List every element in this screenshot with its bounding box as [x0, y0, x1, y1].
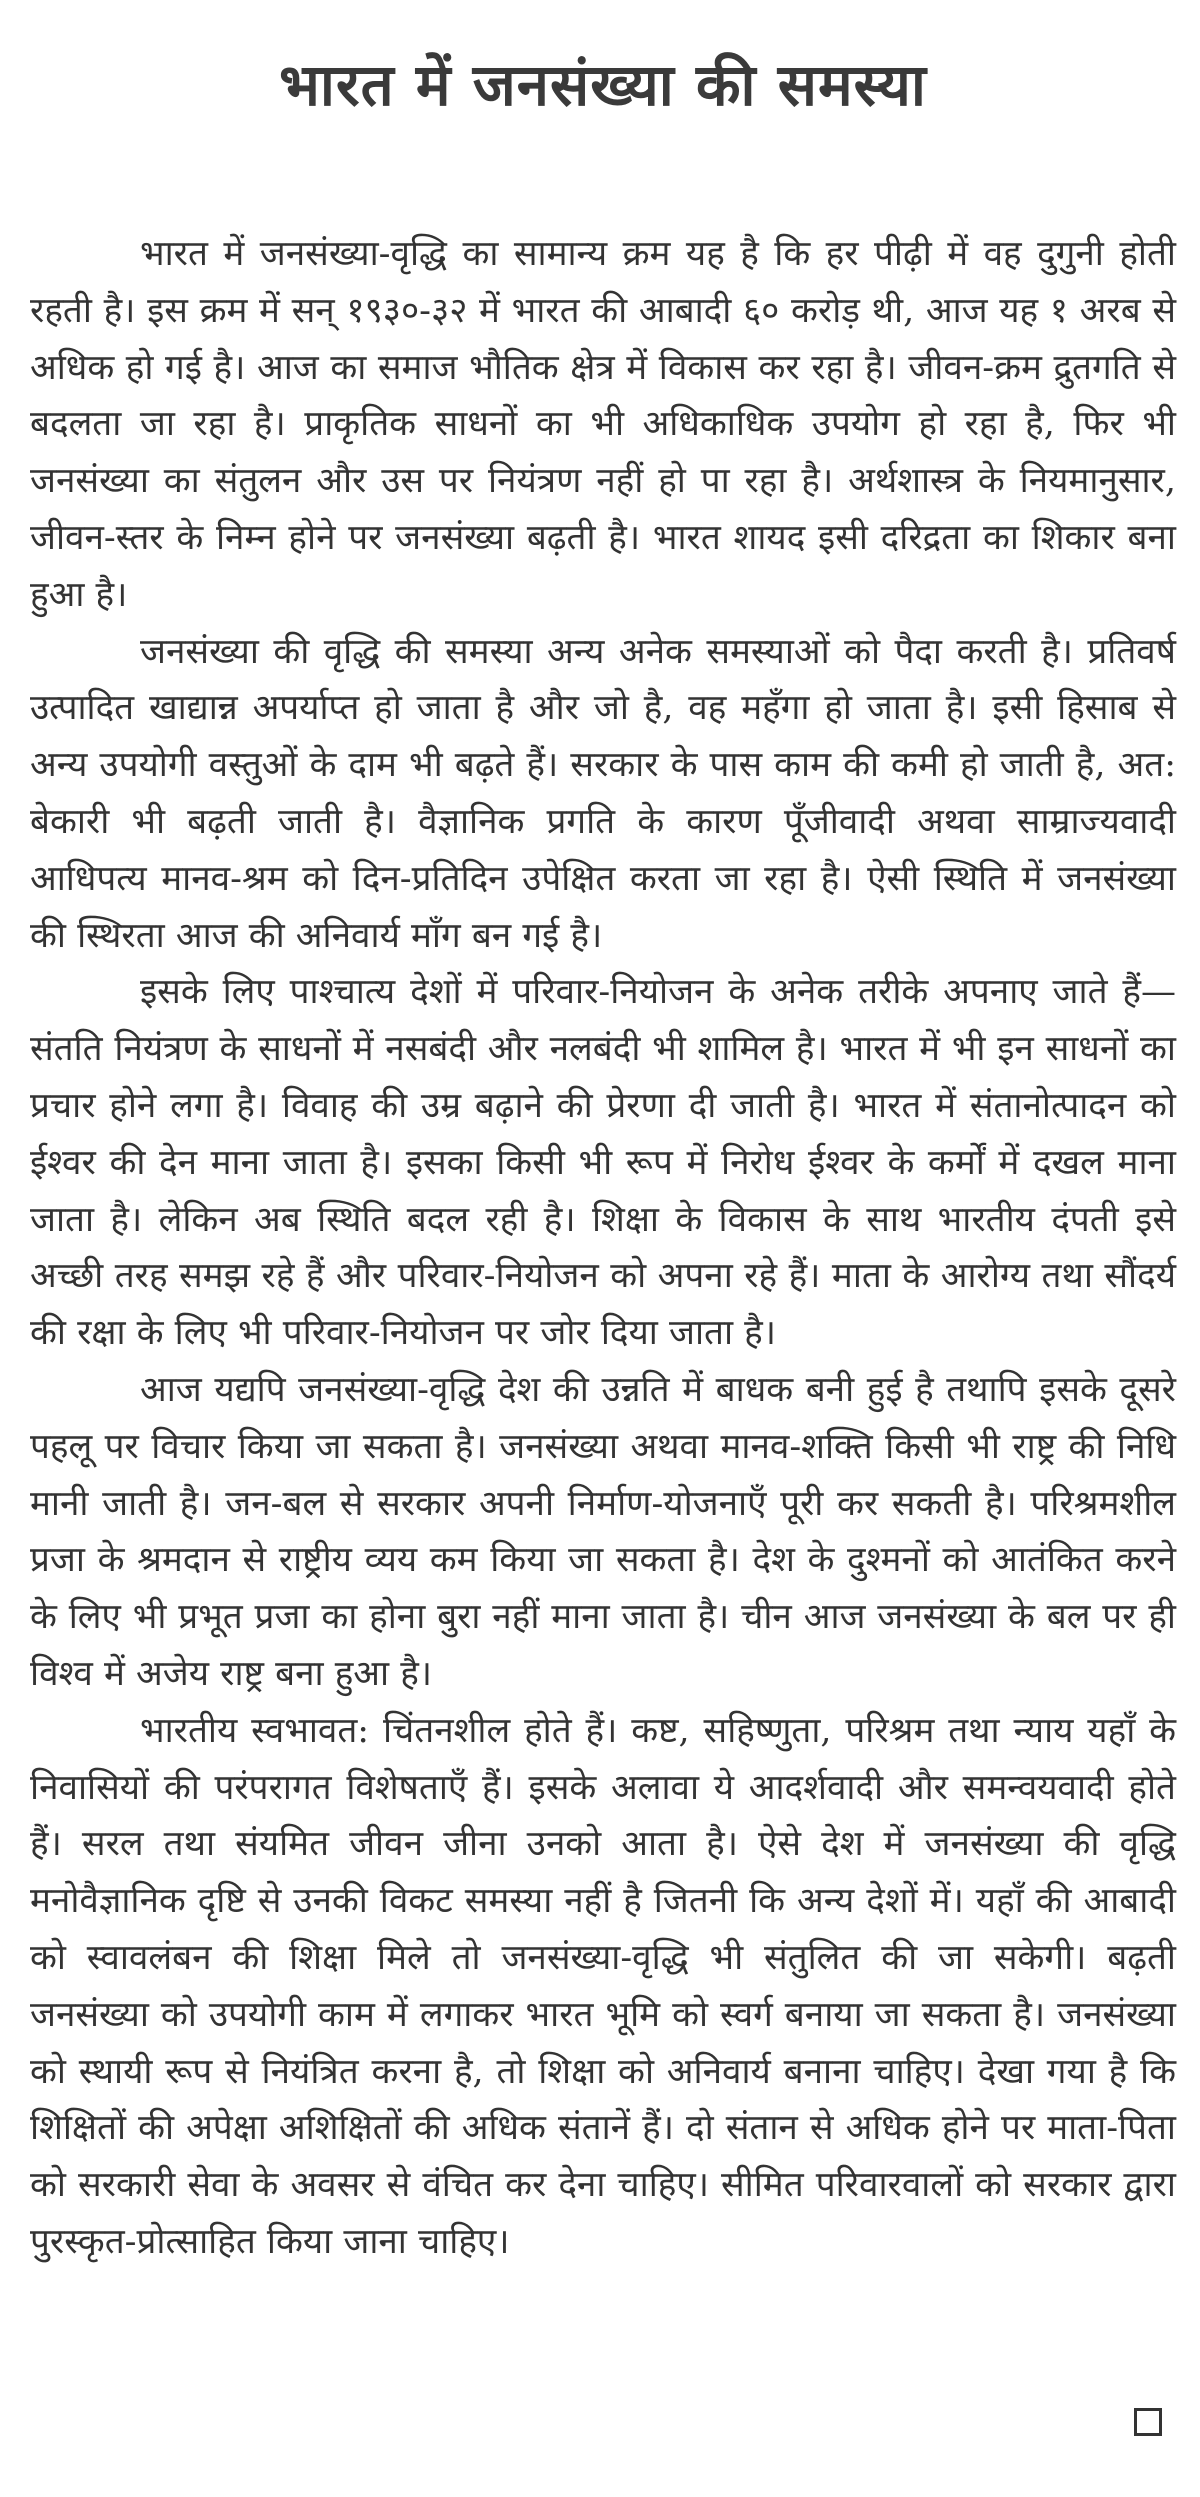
- paragraph-1: भारत में जनसंख्या-वृद्धि का सामान्य क्रम यह है कि हर पीढ़ी में वह दुगुनी होती रहती है। इस क्रम में सन् १९३०-३२ में भारत की आबादी ६० करोड़ थी, आज यह १ अरब से अधिक हो गई है। आज का समाज भौतिक क्षेत्र में विकास कर रहा है। जीवन-क्रम द्रुतगति से बदलता जा रहा है। प्राकृतिक साधनों का भी अधिकाधिक उपयोग हो रहा है, फिर भी जनसंख्या का संतुलन और उस पर नियंत्रण नहीं हो पा रहा है। अर्थशास्त्र के नियमानुसार, जीवन-स्तर के निम्न होने पर जनसंख्या बढ़ती है। भारत शायद इसी दरिद्रता का शिकार बना हुआ है।: [30, 234, 1176, 615]
- paragraph-3: इसके लिए पाश्चात्य देशों में परिवार-नियोजन के अनेक तरीके अपनाए जाते हैं—संतति नियंत्रण के साधनों में नसबंदी और नलबंदी भी शामिल है। भारत में भी इन साधनों का प्रचार होने लगा है। विवाह की उम्र बढ़ाने की प्रेरणा दी जाती है। भारत में संतानोत्पादन को ईश्वर की देन माना जाता है। इसका किसी भी रूप में निरोध ईश्वर के कर्मों में दखल माना जाता है। लेकिन अब स्थिति बदल रही है। शिक्षा के विकास के साथ भारतीय दंपती इसे अच्छी तरह समझ रहे हैं और परिवार-नियोजन को अपना रहे हैं। माता के आरोग्य तथा सौंदर्य की रक्षा के लिए भी परिवार-नियोजन पर जोर दिया जाता है।: [30, 972, 1176, 1354]
- page-title: भारत में जनसंख्या की समस्या: [279, 51, 927, 119]
- paragraph-5: भारतीय स्वभावत: चिंतनशील होते हैं। कष्ट, सहिष्णुता, परिश्रम तथा न्याय यहाँ के निवासियों की परंपरागत विशेषताएँ हैं। इसके अलावा ये आदर्शवादी और समन्वयवादी होते हैं। सरल तथा संयमित जीवन जीना उनको आता है। ऐसे देश में जनसंख्या की वृद्धि मनोवैज्ञानिक दृष्टि से उनकी विकट समस्या नहीं है जितनी कि अन्य देशों में। यहाँ की आबादी को स्वावलंबन की शिक्षा मिले तो जनसंख्या-वृद्धि भी संतुलित की जा सकेगी। बढ़ती जनसंख्या को उपयोगी काम में लगाकर भारत भूमि को स्वर्ग बनाया जा सकता है। जनसंख्या को स्थायी रूप से नियंत्रित करना है, तो शिक्षा को अनिवार्य बनाना चाहिए। देखा गया है कि शिक्षितों की अपेक्षा अशिक्षितों की अधिक संतानें हैं। दो संतान से अधिक होने पर माता-पिता को सरकारी सेवा के अवसर से वंचित कर देना चाहिए। सीमित परिवारवालों को सरकार द्वारा पुरस्कृत-प्रोत्साहित किया जाना चाहिए।: [30, 1710, 1176, 2262]
- paragraph-2: जनसंख्या की वृद्धि की समस्या अन्य अनेक समस्याओं को पैदा करती है। प्रतिवर्ष उत्पादित खाद्यान्न अपर्याप्त हो जाता है और जो है, वह महँगा हो जाता है। इसी हिसाब से अन्य उपयोगी वस्तुओं के दाम भी बढ़ते हैं। सरकार के पास काम की कमी हो जाती है, अत: बेकारी भी बढ़ती जाती है। वैज्ञानिक प्रगति के कारण पूँजीवादी अथवा साम्राज्यवादी आधिपत्य मानव-श्रम को दिन-प्रतिदिन उपेक्षित करता जा रहा है। ऐसी स्थिति में जनसंख्या की स्थिरता आज की अनिवार्य माँग बन गई है।: [30, 631, 1176, 956]
- essay-body: [30, 226, 1176, 2271]
- paragraph-4: आज यद्यपि जनसंख्या-वृद्धि देश की उन्नति में बाधक बनी हुई है तथापि इसके दूसरे पहलू पर विचार किया जा सकता है। जनसंख्या अथवा मानव-शक्ति किसी भी राष्ट्र की निधि मानी जाती है। जन-बल से सरकार अपनी निर्माण-योजनाएँ पूरी कर सकती है। परिश्रमशील प्रजा के श्रमदान से राष्ट्रीय व्यय कम किया जा सकता है। देश के दुश्मनों को आतंकित करने के लिए भी प्रभूत प्रजा का होना बुरा नहीं माना जाता है। चीन आज जनसंख्या के बल पर ही विश्व में अजेय राष्ट्र बना हुआ है।: [30, 1369, 1176, 1694]
- end-square-mark: [1134, 2408, 1162, 2436]
